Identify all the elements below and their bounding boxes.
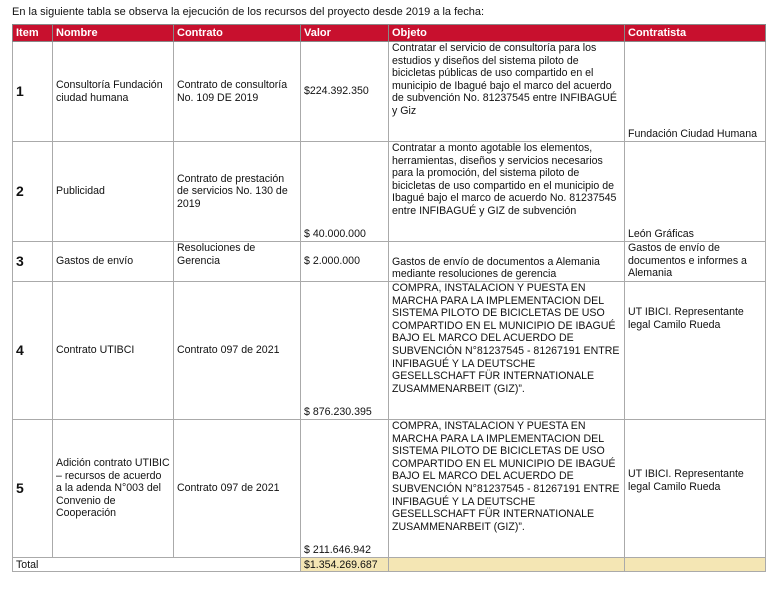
resources-table xyxy=(12,24,766,572)
row-contratista: Gastos de envío de documentos e informes a Alemania xyxy=(625,242,766,282)
row-contratista: UT IBICI. Representante legal Camilo Rueda xyxy=(625,282,766,420)
total-objeto-empty xyxy=(389,558,625,572)
row-objeto: Contratar el servicio de consultoría para los estudios y diseños del sistema piloto de bicicletas públicas de uso compartido en el municipio de Ibagué bajo el marco del acuerdo de subvención No. 81237545 entre INFIBAGUÉ y Giz xyxy=(389,42,625,142)
header-item: Item xyxy=(13,25,53,42)
row-objeto: COMPRA, INSTALACION Y PUESTA EN MARCHA PARA LA IMPLEMENTACION DEL SISTEMA PILOTO DE BICICLETAS DE USO COMPARTIDO EN EL MUNICIPIO DE IBAGUÉ BAJO EL MARCO DEL ACUERDO DE SUBVENCIÓN N°81237545 - 81267191 ENTRE INFIBAGUÉ Y LA DEUTSCHE GESELLSCHAFT FÜR INTERNATIONALE ZUSAMMENARBEIT (GIZ)”. xyxy=(389,420,625,558)
total-valor: $1.354.269.687 xyxy=(301,558,389,572)
row-item-number: 4 xyxy=(13,282,53,420)
row-nombre: Consultoría Fundación ciudad humana xyxy=(53,42,174,142)
row-contratista: UT IBICI. Representante legal Camilo Rueda xyxy=(625,420,766,558)
table-header-row xyxy=(13,25,766,42)
header-contratista: Contratista xyxy=(625,25,766,42)
table-row xyxy=(13,420,766,558)
row-contrato: Contrato de prestación de servicios No. 130 de 2019 xyxy=(174,142,301,242)
row-objeto: Contratar a monto agotable los elementos, herramientas, diseños y servicios necesarios para la promoción, del sistema piloto de bicicletas de uso compartido en el municipio de Ibagué bajo el marco de acuerdo No. 81237545 entre INFIBAGUÉ y GIZ de subvención xyxy=(389,142,625,242)
row-nombre: Gastos de envío xyxy=(53,242,174,282)
row-contrato: Contrato 097 de 2021 xyxy=(174,420,301,558)
row-nombre: Contrato UTIBCI xyxy=(53,282,174,420)
row-valor: $ 40.000.000 xyxy=(301,142,389,242)
row-nombre: Adición contrato UTIBIC – recursos de acuerdo a la adenda N°003 del Convenio de Cooperación xyxy=(53,420,174,558)
row-contrato: Resoluciones de Gerencia xyxy=(174,242,301,282)
row-valor: $224.392.350 xyxy=(301,42,389,142)
total-row xyxy=(13,558,766,572)
row-nombre: Publicidad xyxy=(53,142,174,242)
row-item-number: 3 xyxy=(13,242,53,282)
row-contratista: Fundación Ciudad Humana xyxy=(625,42,766,142)
header-valor: Valor xyxy=(301,25,389,42)
row-item-number: 5 xyxy=(13,420,53,558)
table-row xyxy=(13,142,766,242)
table-row xyxy=(13,242,766,282)
row-item-number: 2 xyxy=(13,142,53,242)
row-contratista: León Gráficas xyxy=(625,142,766,242)
row-contrato: Contrato de consultoría No. 109 DE 2019 xyxy=(174,42,301,142)
row-objeto: COMPRA, INSTALACION Y PUESTA EN MARCHA PARA LA IMPLEMENTACION DEL SISTEMA PILOTO DE BICICLETAS DE USO COMPARTIDO EN EL MUNICIPIO DE IBAGUÉ BAJO EL MARCO DEL ACUERDO DE SUBVENCIÓN N°81237545 - 81267191 ENTRE INFIBAGUÉ Y LA DEUTSCHE GESELLSCHAFT FÜR INTERNATIONALE ZUSAMMENARBEIT (GIZ)”. xyxy=(389,282,625,420)
intro-text: En la siguiente tabla se observa la ejecución de los recursos del proyecto desde 2019 a la fecha: xyxy=(12,6,485,18)
total-contratista-empty xyxy=(625,558,766,572)
header-contrato: Contrato xyxy=(174,25,301,42)
row-objeto: Gastos de envío de documentos a Alemania mediante resoluciones de gerencia xyxy=(389,242,625,282)
header-objeto: Objeto xyxy=(389,25,625,42)
table-row xyxy=(13,282,766,420)
row-valor: $ 876.230.395 xyxy=(301,282,389,420)
header-nombre: Nombre xyxy=(53,25,174,42)
row-valor: $ 2.000.000 xyxy=(301,242,389,282)
row-contrato: Contrato 097 de 2021 xyxy=(174,282,301,420)
table-row xyxy=(13,42,766,142)
total-label: Total xyxy=(13,558,301,572)
row-item-number: 1 xyxy=(13,42,53,142)
row-valor: $ 211.646.942 xyxy=(301,420,389,558)
